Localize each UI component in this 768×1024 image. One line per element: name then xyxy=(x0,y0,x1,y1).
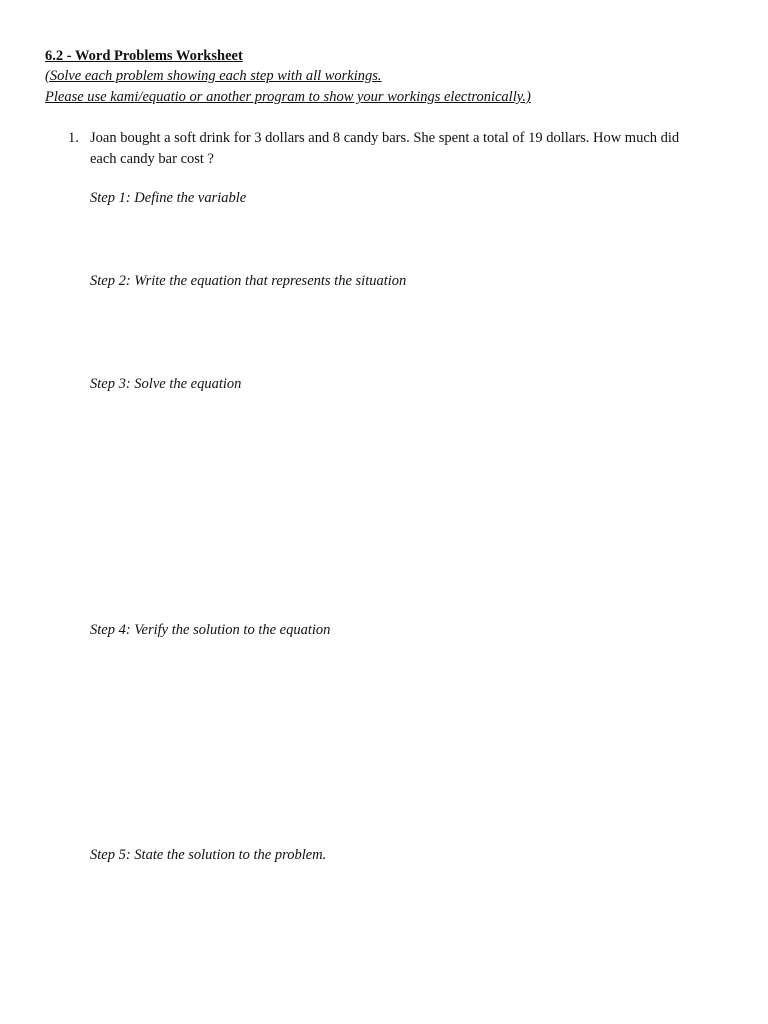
problem-number: 1. xyxy=(68,130,79,146)
step-1-label: Step 1: Define the variable xyxy=(90,190,247,206)
step-2-label: Step 2: Write the equation that represents the situation xyxy=(90,273,407,289)
instructions-line-2: Please use kami/equatio or another program to show your workings electronically.) xyxy=(45,89,531,105)
worksheet-title: 6.2 - Word Problems Worksheet xyxy=(45,48,243,64)
step-5-label: Step 5: State the solution to the problem. xyxy=(90,847,327,863)
instructions-line-1: (Solve each problem showing each step with all workings. xyxy=(45,68,382,84)
problem-text-line-1: Joan bought a soft drink for 3 dollars and 8 candy bars. She spent a total of 19 dollars. How much did xyxy=(90,130,680,146)
step-3-label: Step 3: Solve the equation xyxy=(90,376,242,392)
step-4-label: Step 4: Verify the solution to the equation xyxy=(90,622,331,638)
problem-text-line-2: each candy bar cost ? xyxy=(90,151,214,167)
